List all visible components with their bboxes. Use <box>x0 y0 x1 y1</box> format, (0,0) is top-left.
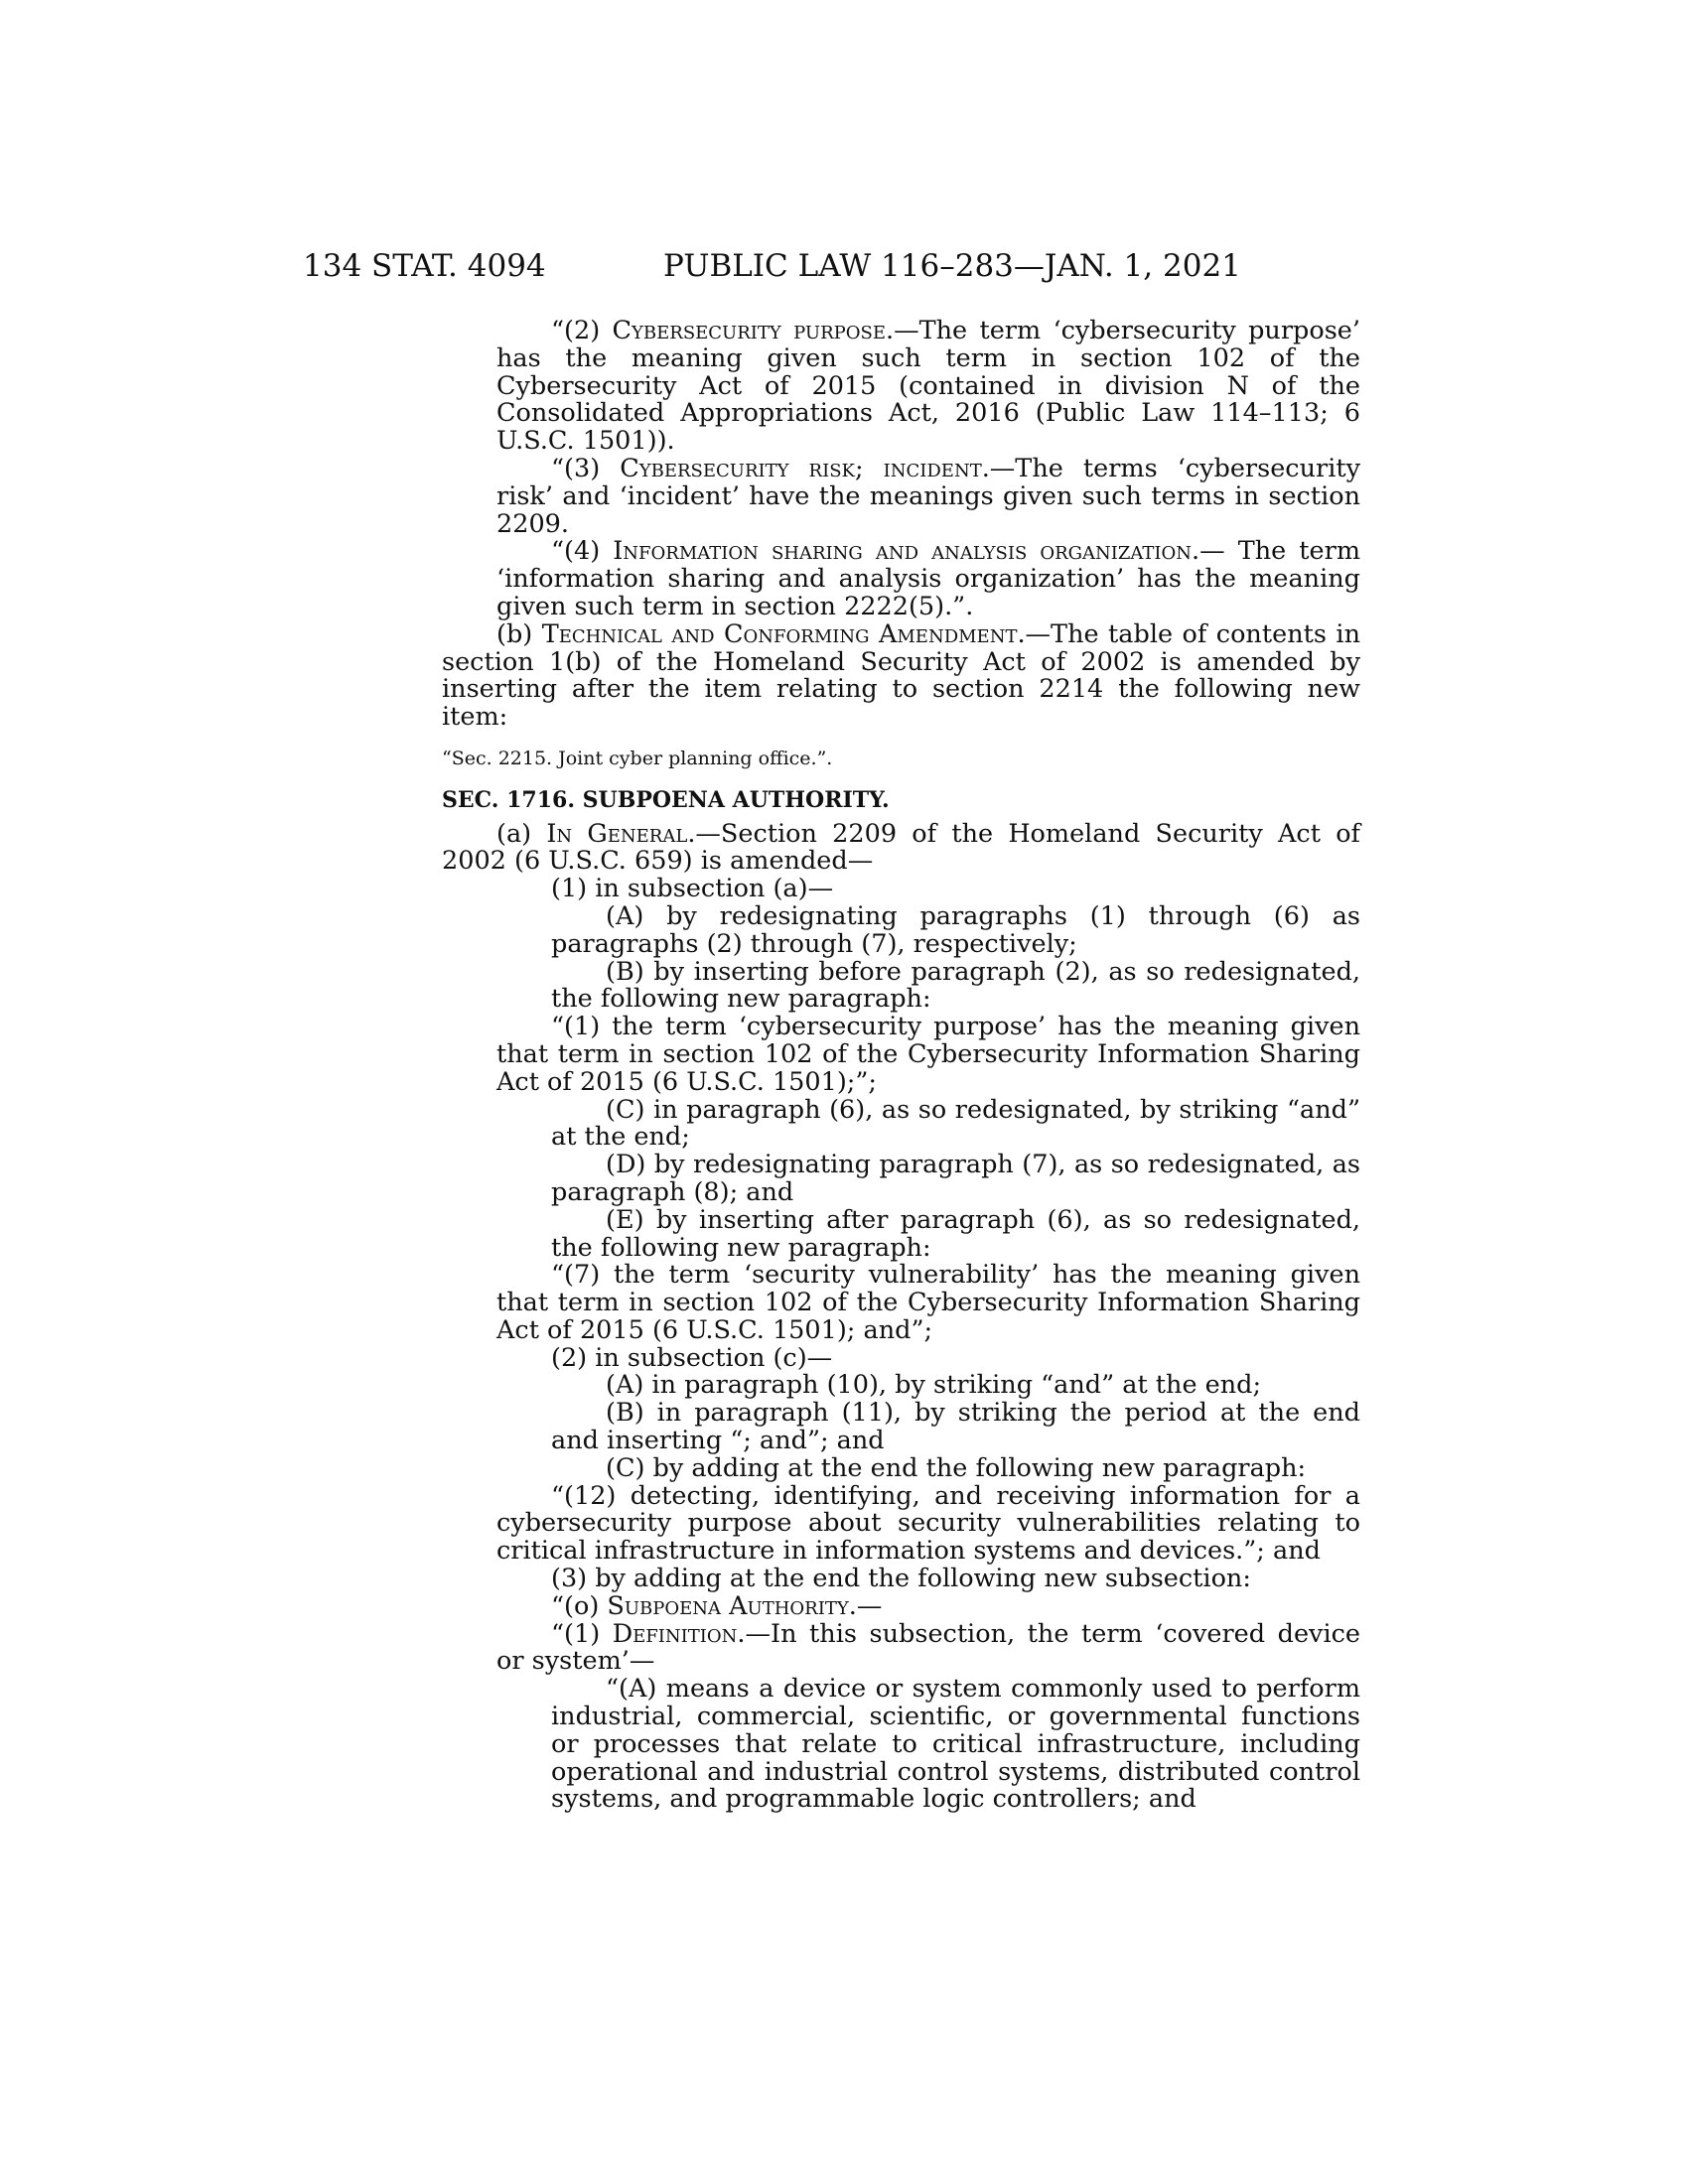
paragraph-heading: Information sharing and analysis organization <box>613 536 1193 567</box>
quoted-paragraph: “(12) detecting, identifying, and receiving information for a cybersecurity purpose about security vulnerabilities relating to critical infrastructure in information systems and devices.”; and <box>496 1480 1360 1567</box>
list-item: (1) in subsection (a)— <box>551 874 834 904</box>
definition-paragraph-2: “(2) Cybersecurity purpose.—The term ‘cybersecurity purpose’ has the meaning given such term in section 102 of the Cybersecurity Act of 2015 (contained in division N of the Consolidated Appropriations Act, 2016 (Public Law 114–113; 6 U.S.C. 1501)). <box>496 316 1361 457</box>
list-item: (C) by adding at the end the following new paragraph: <box>606 1452 1307 1483</box>
quoted-definition: “(1) Definition.—In this subsection, the term ‘covered device or system’— <box>496 1618 1360 1677</box>
list-item: (A) by redesignating paragraphs (1) through (6) as paragraphs (2) through (7), respectively; <box>551 900 1360 959</box>
section-heading: SEC. 1716. SUBPOENA AUTHORITY. <box>442 786 890 813</box>
quoted-paragraph: “(1) the term ‘cybersecurity purpose’ has the meaning given that term in section 102 of the Cybersecurity Information Sharing Act of 2015 (6 U.S.C. 1501);”; <box>496 1012 1360 1097</box>
quoted-subsection-o: “(o) Subpoena Authority.— <box>551 1590 883 1621</box>
list-item: (2) in subsection (c)— <box>551 1342 833 1373</box>
list-item: (E) by inserting after paragraph (6), as so redesignated, the following new paragraph: <box>551 1204 1360 1263</box>
paragraph-heading: Technical and Conforming Amendment <box>541 618 1018 649</box>
table-of-contents-item: “Sec. 2215. Joint cyber planning office.”. <box>442 747 833 769</box>
statute-page-number: 134 STAT. 4094 <box>303 248 546 284</box>
list-item: (B) in paragraph (11), by striking the period at the end and inserting “; and”; and <box>551 1398 1360 1456</box>
subsection-a: (a) In General.—Section 2209 of the Homeland Security Act of 2002 (6 U.S.C. 659) is amended— <box>442 818 1360 877</box>
document-body <box>442 316 1361 1815</box>
quoted-paragraph: “(A) means a device or system commonly used to perform industrial, commercial, scientific, or governmental functions or processes that relate to critical infrastructure, including operational and industrial control systems, distributed control systems, and programmable logic controllers; and <box>551 1674 1360 1815</box>
paragraph-heading: Subpoena Authority <box>607 1590 849 1621</box>
page-header <box>0 248 1688 288</box>
list-item: (B) by inserting before paragraph (2), as so redesignated, the following new paragraph: <box>551 956 1360 1015</box>
definition-paragraph-3: “(3) Cybersecurity risk; incident.—The terms ‘cybersecurity risk’ and ‘incident’ have the meanings given such terms in section 2209. <box>496 453 1361 539</box>
definition-paragraph-4: “(4) Information sharing and analysis organization.— The term ‘information sharing and analysis organization’ has the meaning given such term in section 2222(5).”. <box>496 536 1360 621</box>
list-item: (C) in paragraph (6), as so redesignated, by striking “and” at the end; <box>551 1094 1360 1153</box>
paragraph-heading: In General <box>546 818 688 849</box>
list-item: (A) in paragraph (10), by striking “and” at the end; <box>606 1370 1262 1401</box>
list-item: (3) by adding at the end the following new subsection: <box>551 1564 1251 1594</box>
quoted-paragraph: “(7) the term ‘security vulnerability’ has the meaning given that term in section 102 of the Cybersecurity Information Sharing Act of 2015 (6 U.S.C. 1501); and”; <box>496 1260 1360 1345</box>
paragraph-heading: Cybersecurity purpose <box>612 316 886 345</box>
paragraph-heading: Cybersecurity risk; incident <box>620 453 982 483</box>
list-item: (D) by redesignating paragraph (7), as so redesignated, as paragraph (8); and <box>551 1150 1360 1207</box>
public-law-title: PUBLIC LAW 116–283—JAN. 1, 2021 <box>663 248 1241 284</box>
paragraph-heading: Definition <box>612 1618 738 1649</box>
subsection-b: (b) Technical and Conforming Amendment.—The table of contents in section 1(b) of the Homeland Security Act of 2002 is amended by inserting after the item relating to section 2214 the following new item: <box>442 618 1360 733</box>
